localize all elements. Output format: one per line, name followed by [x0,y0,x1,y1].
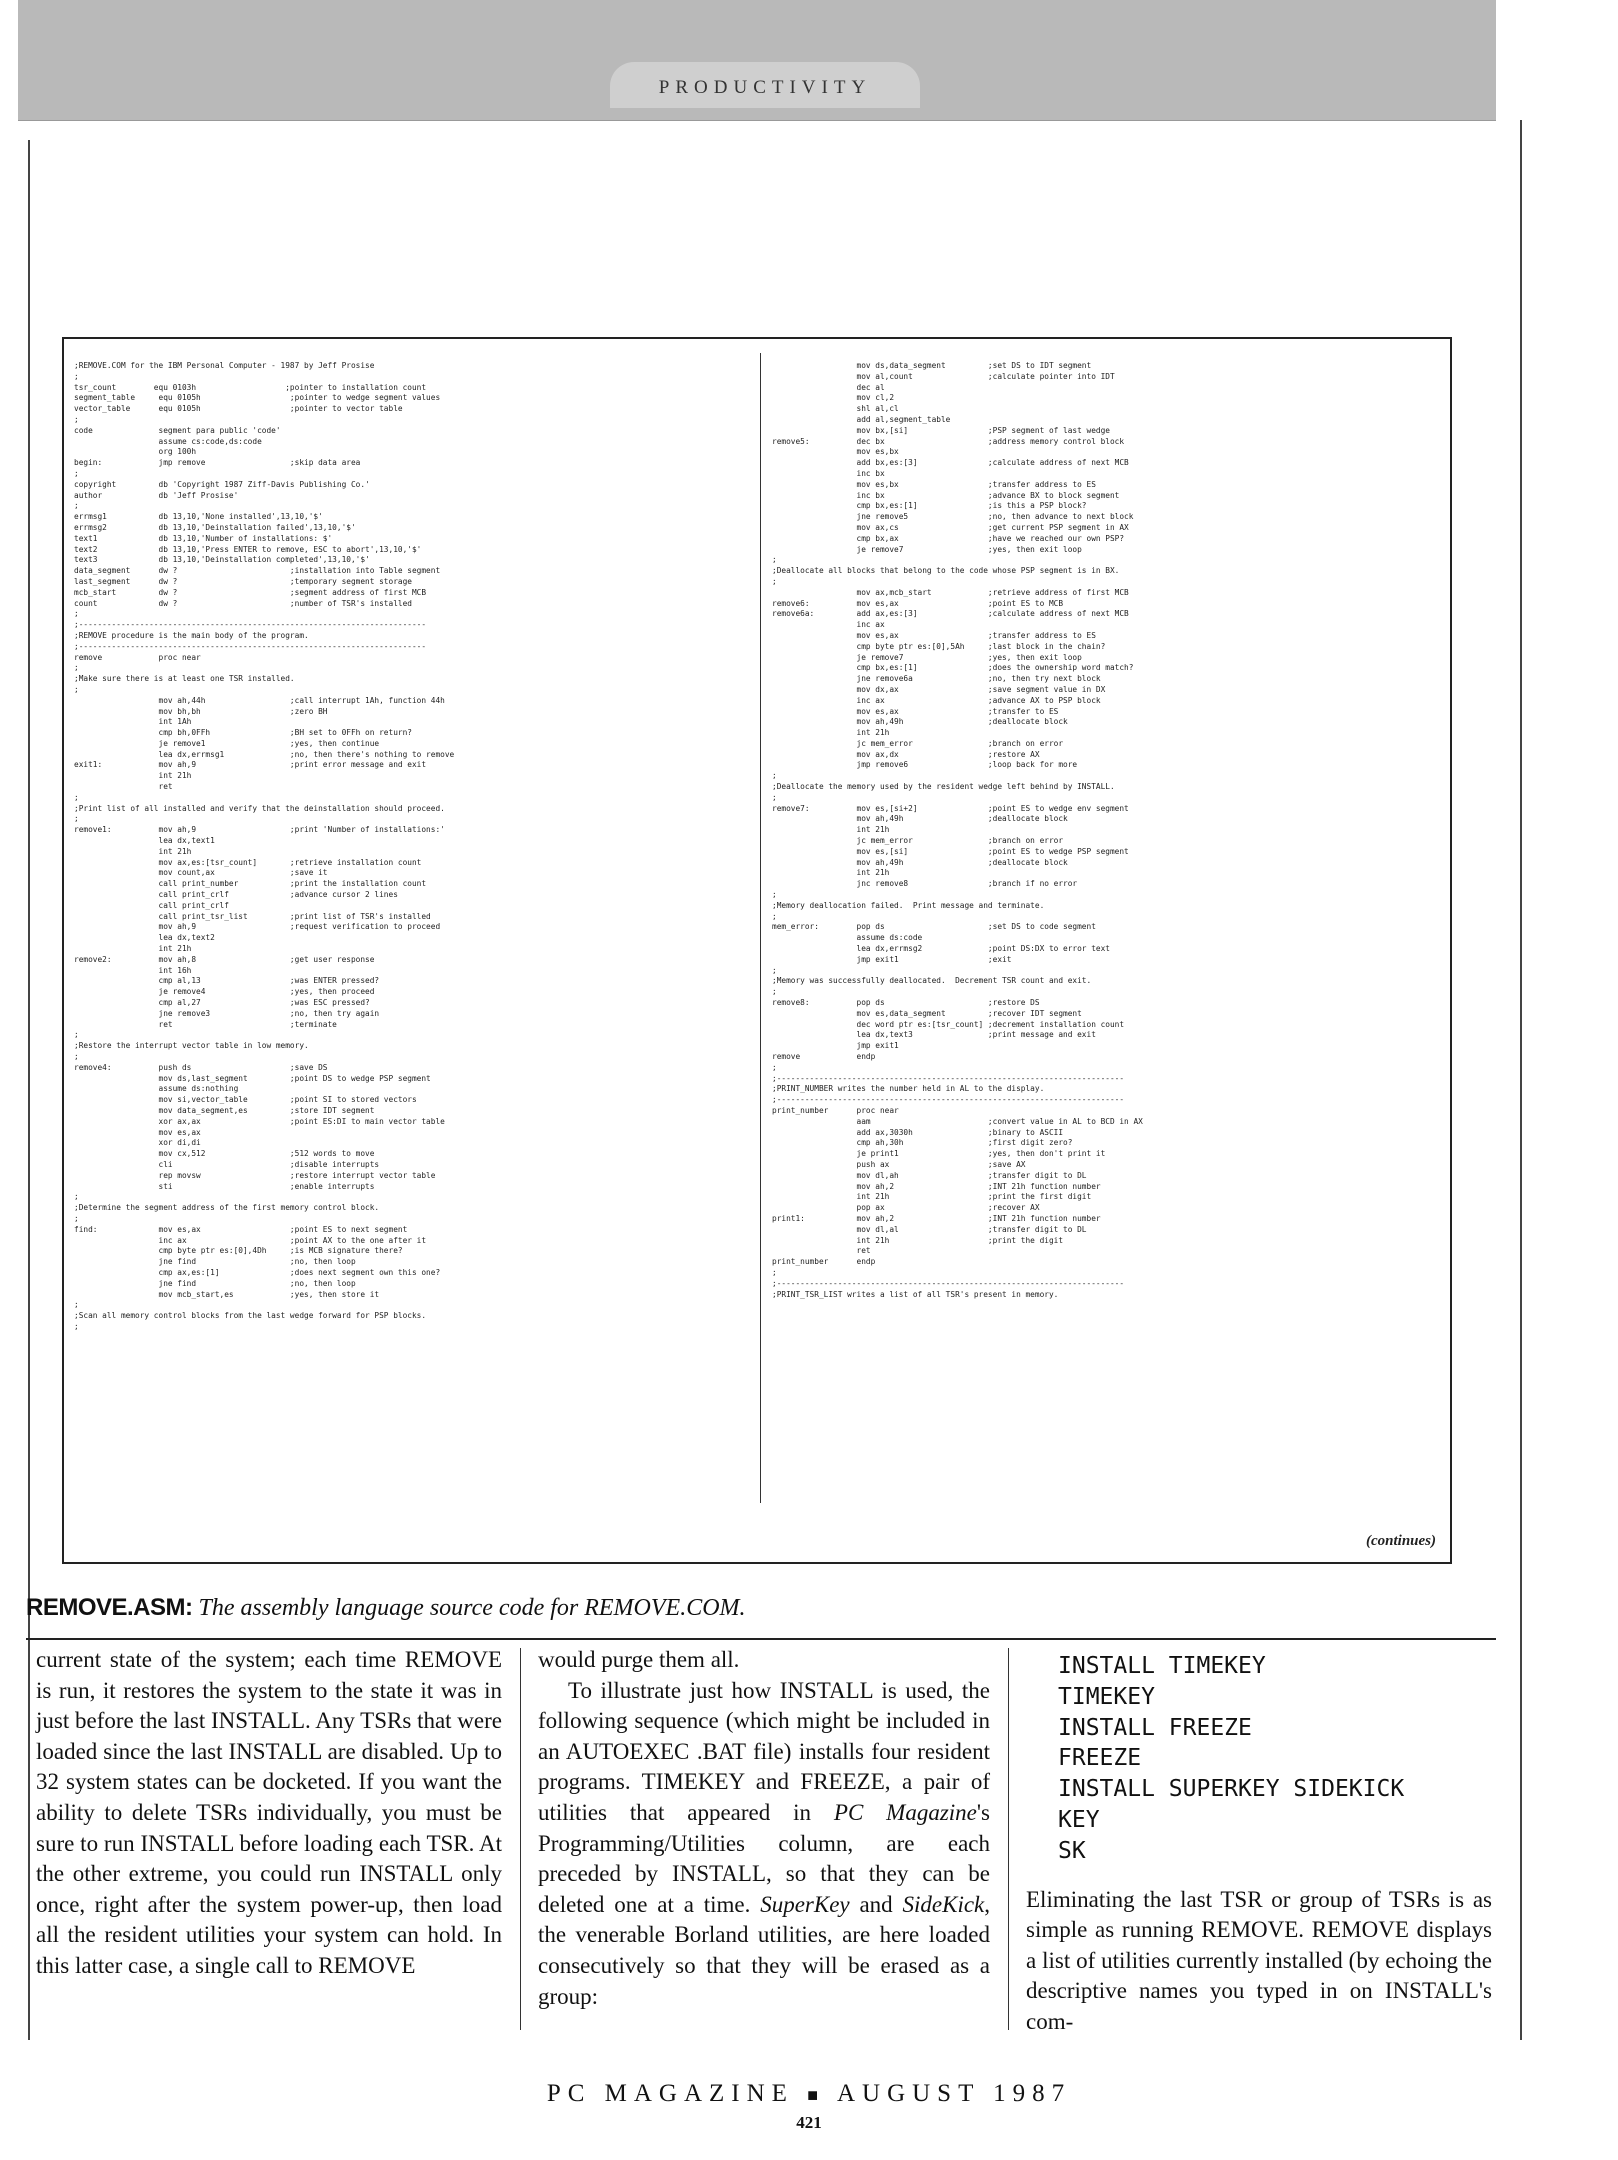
column-separator [520,1648,521,2030]
text-run: To illustrate just how INSTALL is used, the following sequence (which might be included in an AUTOEXEC .BAT file) installs four resident programs. TIMEKEY and FREEZE, a pair of utilities that appeared in [538,1677,990,1825]
listing-column-divider [760,353,761,1503]
article-column-3 [1026,1645,1492,2038]
article-paragraph [538,1676,990,2013]
article-paragraph: current state of the system; each time REMOVE is run, it restores the system to the state it was in just before the last INSTALL. Any TSRs that were loaded since the last INSTALL are disabled. Up to 32 system states can be docketed. If you want the ability to delete TSRs individually, you must be sure to run INSTALL before loading each TSR. At the other extreme, you could run INSTALL only once, right after the system power-up, then load all the resident utilities your system can hold. In this latter case, a single call to REMOVE [36,1647,502,1978]
text-run: , the venerable Borland utilities, are here loaded consecutively so that they will be erased as a group: [538,1891,990,2009]
article-column-2 [538,1645,990,2012]
autoexec-example: INSTALL TIMEKEY TIMEKEY INSTALL FREEZE FREEZE INSTALL SUPERKEY SIDEKICK KEY SK [1058,1653,1405,1864]
code-listing-box [62,337,1452,1564]
code-listing-left: ;REMOVE.COM for the IBM Personal Computer - 1987 by Jeff Prosise ; tsr_count equ 0103h ;pointer to installation count segment_table equ 0105h ;pointer to wedge segment values vector_table equ 0105h ;pointer to vector table ; code segment para public 'code' assume cs:code,ds:code org 100h begin: jmp remove ;skip data area ; copyright db 'Copyright 1987 Ziff-Davis Publishing Co.' author db 'Jeff Prosise' ; errmsg1 db 13,10,'None installed',13,10,'$' errmsg2 db 13,10,'Deinstallation failed',13,10,'$' text1 db 13,10,'Number of installations: $' text2 db 13,10,'Press ENTER to remove, ESC to abort',13,10,'$' text3 db 13,10,'Deinstallation completed',13,10,'$' data_segment dw ? ;installation into Table segment last_segment dw ? ;temporary segment storage mcb_start dw ? ;segment address of first MCB count dw ? ;number of TSR's installed ; ;-------------------------------------------------------------------------- ;REMOVE procedure is the main body of the program. ;-------------------------------------------------------------------------- remove proc near ; ;Make sure there is at least one TSR installed. ; mov ah,44h ;call interrupt 1Ah, function 44h mov bh,bh ;zero BH int 1Ah cmp bh,0FFh ;BH set to 0FFh on return? je remove1 ;yes, then continue lea dx,errmsg1 ;no, then there's nothing to remove exit1: mov ah,9 ;print error message and exit int 21h ret ; ;Print list of all installed and verify that the deinstallation should proceed. ; remove1: mov ah,9 ;print 'Number of installations:' lea dx,text1 int 21h mov ax,es:[tsr_count] ;retrieve installation count mov count,ax ;save it call print_number ;print the installation count call print_crlf ;advance cursor 2 lines call print_crlf call print_tsr_list ;print list of TSR's installed mov ah,9 ;request verification to proceed lea dx,text2 int 21h remove2: mov ah,8 ;get user response int 16h cmp al,13 ;was ENTER pressed? je remove4 ;yes, then proceed cmp al,27 ;was ESC pressed? jne remove3 ;no, then try again ret ;terminate ; ;Restore the interrupt vector table in low memory. ; remove4: push ds ;save DS mov ds,last_segment ;point DS to wedge PSP segment assume ds:nothing mov si,vector_table ;point SI to stored vectors mov data_segment,es ;store IDT segment xor ax,ax ;point ES:DI to main vector table mov es,ax xor di,di mov cx,512 ;512 words to move cli ;disable interrupts rep movsw ;restore interrupt vector table sti ;enable interrupts ; ;Determine the segment address of the first memory control block. ; find: mov es,ax ;point ES to next segment inc ax ;point AX to the one after it cmp byte ptr es:[0],4Dh ;is MCB signature there? jne find ;no, then loop cmp ax,es:[1] ;does next segment own this one? jne find ;no, then loop mov mcb_start,es ;yes, then store it ; ;Scan all memory control blocks from the last wedge forward for PSP blocks. ; [74,361,455,1331]
article-column-1 [36,1645,502,1982]
column-separator [1008,1648,1009,2030]
magazine-title: PC MAGAZINE [546,2080,794,2107]
issue-date: AUGUST 1987 [836,2080,1072,2107]
caption-rule [26,1638,1496,1640]
footer-bullet: ■ [807,2085,826,2105]
text-run: 's Programming/Utilities column, are each preceded by INSTALL, so that they can be deleted one at a time. [538,1799,990,1917]
frame-top-rule [18,120,1496,121]
magazine-name: PC Magazine [833,1799,977,1825]
caption-text: The assembly language source code for REMOVE.COM. [192,1595,746,1621]
left-margin-rule [28,140,30,2040]
article-paragraph: would purge them all. [538,1647,740,1672]
page-number: 421 [796,2113,822,2132]
continues-note: (continues) [1365,1533,1436,1549]
product-name: SuperKey [760,1891,850,1917]
product-name: SideKick [902,1891,985,1917]
figure-caption [26,1594,1496,1622]
text-run: and [849,1891,903,1917]
code-listing-right: mov ds,data_segment ;set DS to IDT segment mov al,count ;calculate pointer into IDT dec al mov cl,2 shl al,cl add al,segment_table mov bx,[si] ;PSP segment of last wedge remove5: dec bx ;address memory control block mov es,bx add bx,es:[3] ;calculate address of next MCB inc bx mov es,bx ;transfer address to ES inc bx ;advance BX to block segment cmp bx,es:[1] ;is this a PSP block? jne remove5 ;no, then advance to next block mov ax,cs ;get current PSP segment in AX cmp bx,ax ;have we reached our own PSP? je remove7 ;yes, then exit loop ; ;Deallocate all blocks that belong to the code whose PSP segment is in BX. ; mov ax,mcb_start ;retrieve address of first MCB remove6: mov es,ax ;point ES to MCB remove6a: add ax,es:[3] ;calculate address of next MCB inc ax mov es,ax ;transfer address to ES cmp byte ptr es:[0],5Ah ;last block in the chain? je remove7 ;yes, then exit loop cmp bx,es:[1] ;does the ownership word match? jne remove6a ;no, then try next block mov dx,ax ;save segment value in DX inc ax ;advance AX to PSP block mov es,ax ;transfer to ES mov ah,49h ;deallocate block int 21h jc mem_error ;branch on error mov ax,dx ;restore AX jmp remove6 ;loop back for more ; ;Deallocate the memory used by the resident wedge left behind by INSTALL. ; remove7: mov es,[si+2] ;point ES to wedge env segment mov ah,49h ;deallocate block int 21h jc mem_error ;branch on error mov es,[si] ;point ES to wedge PSP segment mov ah,49h ;deallocate block int 21h jnc remove8 ;branch if no error ; ;Memory deallocation failed. Print message and terminate. ; mem_error: pop ds ;set DS to code segment assume ds:code lea dx,errmsg2 ;point DS:DX to error text jmp exit1 ;exit ; ;Memory was successfully deallocated. Decrement TSR count and exit. ; remove8: pop ds ;restore DS mov es,data_segment ;recover IDT segment dec word ptr es:[tsr_count] ;decrement installation count lea dx,text3 ;print message and exit jmp exit1 remove endp ; ;-------------------------------------------------------------------------- ;PRINT_NUMBER writes the number held in AL to the display. ;-------------------------------------------------------------------------- print_number proc near aam ;convert value in AL to BCD in AX add ax,3030h ;binary to ASCII cmp ah,30h ;first digit zero? je print1 ;yes, then don't print it push ax ;save AX mov dl,ah ;transfer digit to DL mov ah,2 ;INT 21h function number int 21h ;print the first digit pop ax ;recover AX print1: mov ah,2 ;INT 21h function number mov dl,al ;transfer digit to DL int 21h ;print the digit ret print_number endp ; ;-------------------------------------------------------------------------- ;PRINT_TSR_LIST writes a list of all TSR's present in memory. [772,361,1143,1299]
article-paragraph: Eliminating the last TSR or group of TSRs is as simple as running REMOVE. REMOVE displays a list of utilities currently installed (by echoing the descriptive names you typed in on INSTALL's com- [1026,1886,1492,2034]
caption-label: REMOVE.ASM: [26,1594,193,1621]
right-margin-rule [1520,120,1522,2040]
page-footer [0,2080,1618,2108]
section-label: PRODUCTIVITY [610,62,920,108]
